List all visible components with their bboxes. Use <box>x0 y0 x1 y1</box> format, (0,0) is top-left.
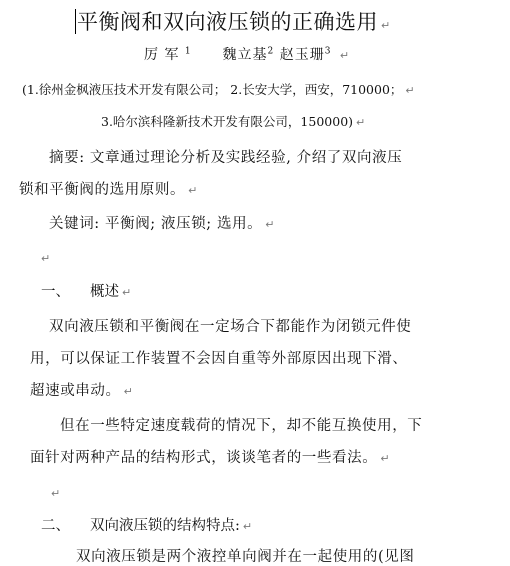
text-cursor <box>75 9 76 34</box>
paragraph-mark-icon: ↵ <box>122 286 132 299</box>
paragraph-text: 面针对两种产品的结构形式，谈谈笔者的一些看法。 <box>30 450 378 466</box>
paragraph-text: 用，可以保证工作装置不会因自重等外部原因出现下滑、 <box>30 351 408 367</box>
paragraph-text: 但在一些特定速度载荷的情况下，却不能互换使用，下 <box>60 418 423 434</box>
section-title: 双向液压锁的结构特点: <box>90 518 240 534</box>
paragraph-1-line-3[interactable] <box>30 379 133 400</box>
paragraph-text: 双向液压锁是两个液控单向阀并在一起使用的(见图 <box>76 549 415 565</box>
paragraph-2-line-2[interactable] <box>30 446 390 467</box>
paragraph-2-line-1[interactable] <box>60 414 422 435</box>
author-name: 赵玉珊 <box>279 47 325 63</box>
paragraph-text: 双向液压锁和平衡阀在一定场合下都能作为闭锁元件使 <box>49 319 412 335</box>
paragraph-mark-icon: ↵ <box>51 487 61 500</box>
abstract-line-2[interactable] <box>19 178 198 199</box>
paragraph-mark-icon: ↵ <box>339 49 351 62</box>
section-heading-2[interactable] <box>41 514 252 535</box>
paragraph-mark-icon: ↵ <box>188 184 198 197</box>
section-title: 概述 <box>90 284 119 300</box>
author-mark: 2 <box>267 46 275 57</box>
paragraph-3-line-1[interactable] <box>76 545 414 566</box>
document-title[interactable] <box>77 6 391 36</box>
abstract-text: 摘要: 文章通过理论分析及实践经验, 介绍了双向液压 <box>49 150 403 166</box>
affiliation-line-1[interactable] <box>22 80 415 98</box>
paragraph-1-line-1[interactable] <box>49 315 411 336</box>
keywords-line[interactable] <box>49 212 275 233</box>
paragraph-mark-icon: ↵ <box>380 452 391 465</box>
paragraph-mark-icon: ↵ <box>356 116 366 129</box>
paragraph-mark-icon: ↵ <box>242 520 253 533</box>
section-heading-1[interactable] <box>41 280 131 301</box>
section-number: 二、 <box>41 518 70 534</box>
paragraph-mark-icon: ↵ <box>41 252 51 265</box>
paragraph-mark-icon: ↵ <box>381 19 391 32</box>
abstract-text: 锁和平衡阀的选用原则。 <box>19 182 186 198</box>
author-line[interactable] <box>144 44 350 64</box>
affiliation-text: (1.徐州金枫液压技术开发有限公司； 2.长安大学，西安，710000； <box>22 82 403 97</box>
keywords-text: 关键词: 平衡阀; 液压锁; 选用。 <box>49 216 263 232</box>
empty-paragraph[interactable] <box>38 247 50 266</box>
author-name: 厉 军 <box>144 47 180 63</box>
paragraph-mark-icon: ↵ <box>123 385 134 398</box>
author-mark: 1 <box>184 46 192 57</box>
affiliation-text: 3.哈尔滨科隆新技术开发有限公司，150000) <box>101 114 354 129</box>
title-text: 平衡阀和双向液压锁的正确选用 <box>77 10 378 34</box>
empty-paragraph[interactable] <box>48 482 60 501</box>
paragraph-mark-icon: ↵ <box>405 84 415 97</box>
paragraph-1-line-2[interactable] <box>30 347 408 368</box>
paragraph-text: 超速或串动。 <box>30 383 121 399</box>
paragraph-mark-icon: ↵ <box>265 218 276 231</box>
author-name: 魏立基 <box>222 47 268 63</box>
section-number: 一、 <box>41 284 70 300</box>
affiliation-line-2[interactable] <box>101 112 365 130</box>
abstract-line-1[interactable] <box>49 146 402 167</box>
author-mark: 3 <box>324 46 332 57</box>
